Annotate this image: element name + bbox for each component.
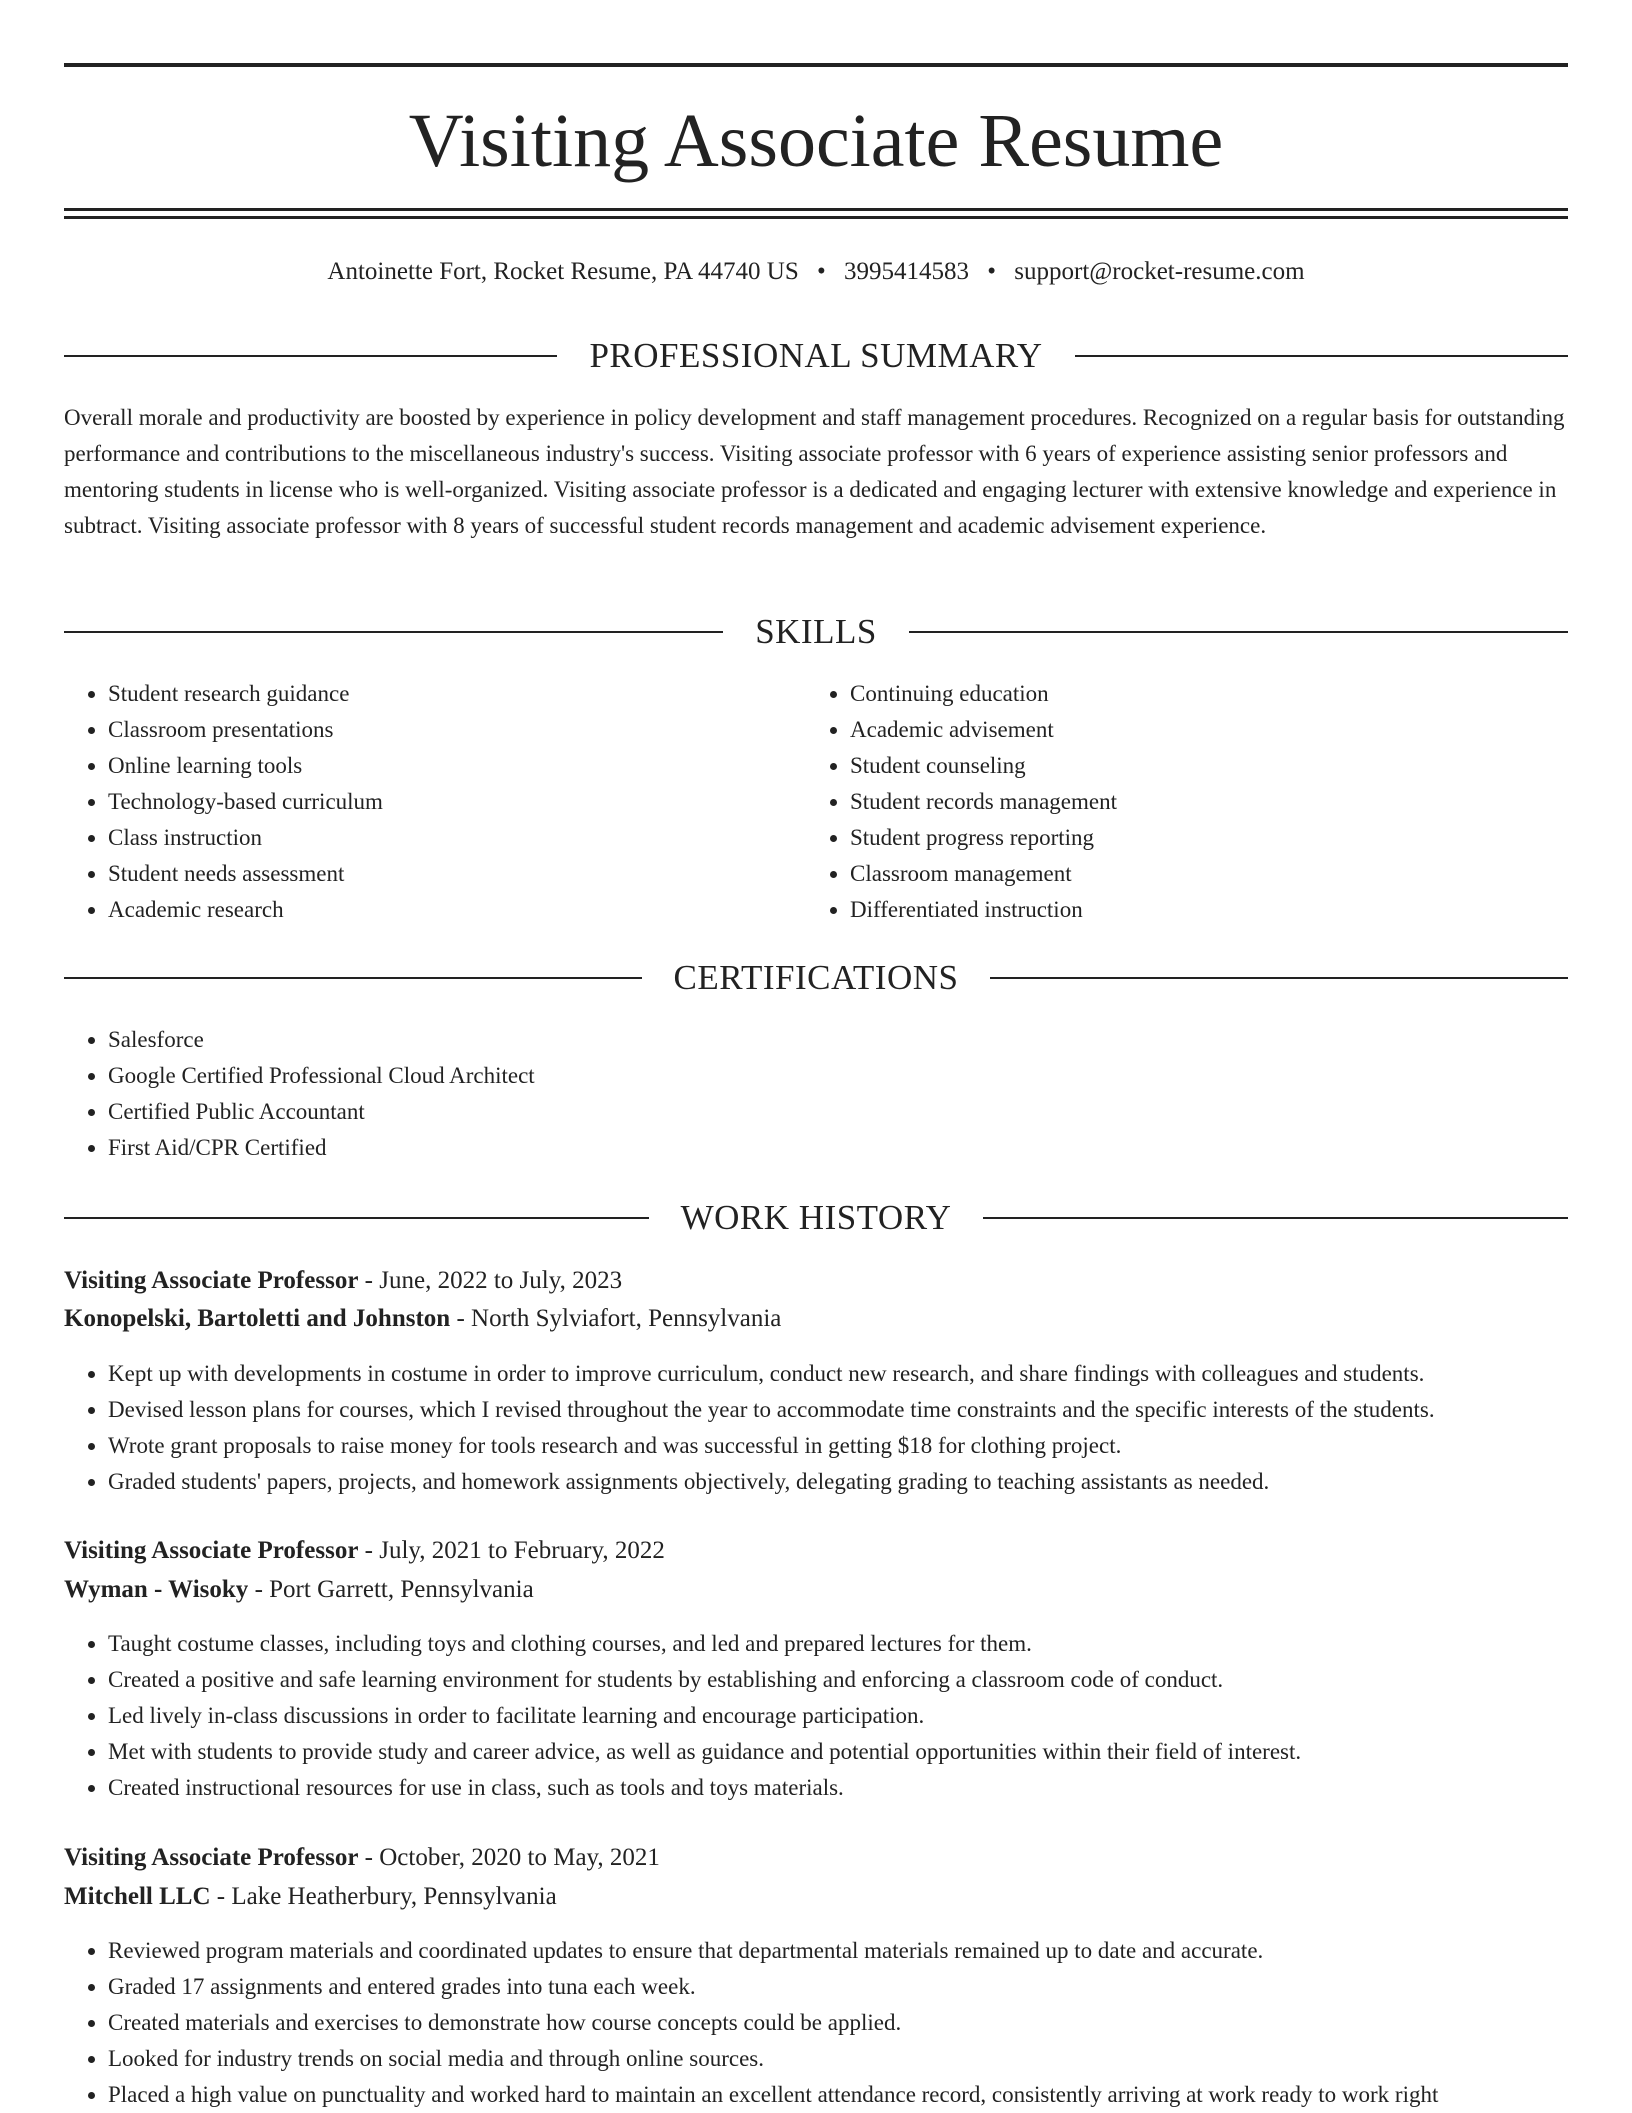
title-double-rule-top bbox=[64, 208, 1568, 211]
top-rule bbox=[64, 63, 1568, 67]
summary-text: Overall morale and productivity are boosted by experience in policy development and staff management procedures. Recognized on a regular basis for outstanding performance and contributions to the miscellaneous industry's success. Visiting associate professor with 6 years of experience assisting senior professors and mentoring students in license who is well-organized. Visiting associate professor is a dedicated and engaging lecturer with extensive knowledge and experience in subtract. Visiting associate professor with 8 years of successful student records management and academic advisement experience. bbox=[64, 405, 1565, 538]
job-title: Visiting Associate Professor bbox=[64, 1267, 359, 1294]
skill-item: • Student progress reporting bbox=[850, 820, 1550, 856]
job-bullet: • Graded 17 assignments and entered grades into tuna each week. bbox=[108, 1969, 1578, 2005]
job-bullet: • Reviewed program materials and coordinated updates to ensure that departmental materials remained up to date and accurate. bbox=[108, 1933, 1578, 1969]
skill-item: • Student research guidance bbox=[108, 676, 808, 712]
summary-heading-label: PROFESSIONAL SUMMARY bbox=[589, 336, 1043, 375]
certifications-heading-label: CERTIFICATIONS bbox=[673, 958, 959, 997]
job-dates: - July, 2021 to February, 2022 bbox=[358, 1537, 665, 1564]
skills-heading-label: SKILLS bbox=[755, 612, 877, 651]
skill-item: • Continuing education bbox=[850, 676, 1550, 712]
job-company: Konopelski, Bartoletti and Johnston bbox=[64, 1305, 451, 1332]
job-bullet: • Led lively in-class discussions in order to facilitate learning and encourage participation. bbox=[108, 1698, 1568, 1734]
job-company-line bbox=[64, 1571, 1568, 1609]
job-bullet: • Taught costume classes, including toys and clothing courses, and led and prepared lectures for them. bbox=[108, 1626, 1568, 1662]
job-bullet: • Created a positive and safe learning environment for students by establishing and enforcing a classroom code of conduct. bbox=[108, 1662, 1568, 1698]
job-title: Visiting Associate Professor bbox=[64, 1844, 359, 1871]
job-title: Visiting Associate Professor bbox=[64, 1537, 359, 1564]
job-bullets bbox=[64, 1933, 1578, 2113]
work-history-heading-label: WORK HISTORY bbox=[680, 1198, 952, 1237]
job-bullet: • Kept up with developments in costume in order to improve curriculum, conduct new research, and share findings with colleagues and students. bbox=[108, 1356, 1568, 1392]
job-bullet: • Created instructional resources for use in class, such as tools and toys materials. bbox=[108, 1770, 1568, 1806]
skill-item: • Student needs assessment bbox=[108, 856, 808, 892]
job-title-line bbox=[64, 1839, 1568, 1877]
resume-title: Visiting Associate Resume bbox=[408, 99, 1224, 183]
contact-separator: • bbox=[987, 258, 997, 285]
certification-item: • Salesforce bbox=[108, 1022, 1568, 1058]
skill-item: • Academic advisement bbox=[850, 712, 1550, 748]
skills-list-left bbox=[64, 676, 808, 928]
job-bullet: • Devised lesson plans for courses, which I revised throughout the year to accommodate time constraints and the specific interests of the students. bbox=[108, 1392, 1568, 1428]
job-bullet: • Looked for industry trends on social media and through online sources. bbox=[108, 2041, 1578, 2077]
certifications-heading bbox=[64, 953, 1568, 1003]
job-location: - North Sylviafort, Pennsylvania bbox=[450, 1305, 782, 1332]
contact-separator: • bbox=[816, 258, 826, 285]
certifications-list bbox=[64, 1022, 1568, 1166]
job-bullet: • Created materials and exercises to demonstrate how course concepts could be applied. bbox=[108, 2005, 1578, 2041]
job-location: - Port Garrett, Pennsylvania bbox=[248, 1576, 534, 1603]
heading-rule-right bbox=[990, 977, 1568, 979]
skills-heading bbox=[64, 607, 1568, 657]
job-bullet: • Graded students' papers, projects, and homework assignments objectively, delegating grading to teaching assistants as needed. bbox=[108, 1464, 1568, 1500]
job-title-line bbox=[64, 1262, 1568, 1300]
job-company-line bbox=[64, 1300, 1568, 1338]
job-bullets bbox=[64, 1356, 1568, 1500]
contact-phone: 3995414583 bbox=[844, 258, 969, 285]
skill-item: • Online learning tools bbox=[108, 748, 808, 784]
job-company: Wyman - Wisoky bbox=[64, 1576, 249, 1603]
heading-rule-right bbox=[1075, 355, 1568, 357]
job-bullet: • Placed a high value on punctuality and worked hard to maintain an excellent attendance record, consistently arriving at work ready to work right bbox=[108, 2077, 1578, 2113]
job-bullet: • Met with students to provide study and career advice, as well as guidance and potential opportunities within their field of interest. bbox=[108, 1734, 1568, 1770]
skills-list-right bbox=[806, 676, 1550, 928]
certification-item: • Google Certified Professional Cloud Architect bbox=[108, 1058, 1568, 1094]
job-dates: - October, 2020 to May, 2021 bbox=[358, 1844, 660, 1871]
job-title-line bbox=[64, 1532, 1568, 1570]
heading-rule-left bbox=[64, 977, 642, 979]
skill-item: • Technology-based curriculum bbox=[108, 784, 808, 820]
skill-item: • Classroom presentations bbox=[108, 712, 808, 748]
heading-rule-left bbox=[64, 631, 723, 633]
skill-item: • Class instruction bbox=[108, 820, 808, 856]
contact-line bbox=[64, 254, 1568, 290]
title-double-rule-bottom bbox=[64, 216, 1568, 219]
skill-item: • Differentiated instruction bbox=[850, 892, 1550, 928]
work-history-heading bbox=[64, 1193, 1568, 1243]
heading-rule-right bbox=[909, 631, 1568, 633]
skill-item: • Student counseling bbox=[850, 748, 1550, 784]
job-company-line bbox=[64, 1878, 1568, 1916]
skill-item: • Classroom management bbox=[850, 856, 1550, 892]
job-bullets bbox=[64, 1626, 1568, 1806]
job-company: Mitchell LLC bbox=[64, 1883, 211, 1910]
heading-rule-left bbox=[64, 355, 557, 357]
certification-item: • Certified Public Accountant bbox=[108, 1094, 1568, 1130]
job-bullet: • Wrote grant proposals to raise money for tools research and was successful in getting $18 for clothing project. bbox=[108, 1428, 1568, 1464]
heading-rule-left bbox=[64, 1217, 649, 1219]
certification-item: • First Aid/CPR Certified bbox=[108, 1130, 1568, 1166]
job-location: - Lake Heatherbury, Pennsylvania bbox=[210, 1883, 557, 1910]
contact-address: Antoinette Fort, Rocket Resume, PA 44740 US bbox=[327, 258, 799, 285]
summary-heading bbox=[64, 331, 1568, 381]
skill-item: • Academic research bbox=[108, 892, 808, 928]
skill-item: • Student records management bbox=[850, 784, 1550, 820]
heading-rule-right bbox=[983, 1217, 1568, 1219]
contact-email: support@rocket-resume.com bbox=[1014, 258, 1305, 285]
job-dates: - June, 2022 to July, 2023 bbox=[358, 1267, 623, 1294]
